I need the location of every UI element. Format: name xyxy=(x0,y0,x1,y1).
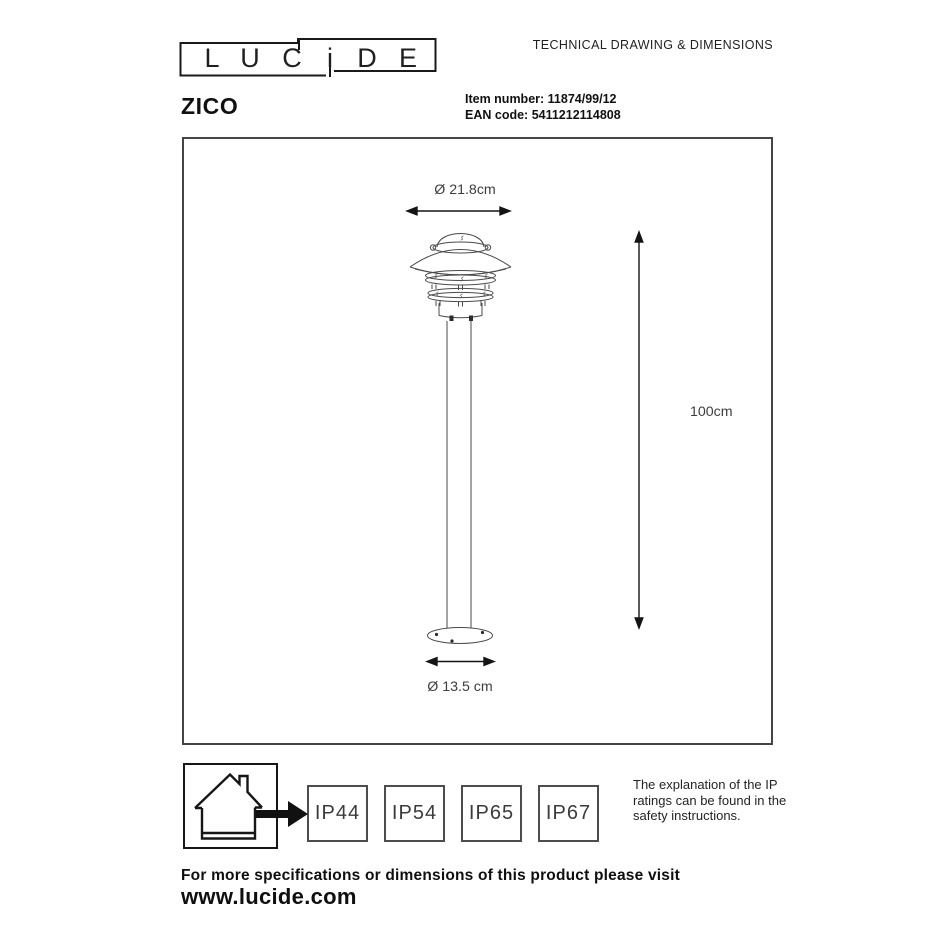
base-screw-1 xyxy=(435,633,438,636)
dim-top-arrowhead-right xyxy=(500,207,510,215)
house-eaves xyxy=(195,808,262,809)
ip67-badge: IP67 xyxy=(538,785,599,842)
ip65-badge: IP65 xyxy=(461,785,522,842)
foot-right xyxy=(469,316,473,322)
ring2-bottom xyxy=(428,292,493,301)
dim-height-arrowhead-bottom xyxy=(635,618,643,628)
website-link[interactable]: www.lucide.com xyxy=(181,884,357,909)
document-title: TECHNICAL DRAWING & DIMENSIONS xyxy=(532,38,773,52)
lamp-dome xyxy=(437,234,484,248)
house-roof xyxy=(195,775,262,809)
bollard-lamp-drawing xyxy=(184,139,771,743)
neck-sides xyxy=(439,303,482,316)
pole xyxy=(447,321,471,628)
ean-label: EAN code: xyxy=(465,107,532,122)
product-name: ZICO xyxy=(181,93,239,119)
drawing-frame xyxy=(182,137,773,745)
base-screw-2 xyxy=(481,631,484,634)
dimension-labels xyxy=(427,182,732,695)
footer-text: For more specifications or dimensions of this product please visit xyxy=(181,867,680,884)
ip-ratings-note: The explanation of the IP ratings can be found in the safety instructions. xyxy=(633,777,787,823)
ip54-badge: IP54 xyxy=(384,785,445,842)
dim-top-arrowhead-left xyxy=(407,207,417,215)
arrow-icon xyxy=(256,800,310,828)
dim-base-arrowhead-right xyxy=(484,658,494,666)
hat-inner-edge xyxy=(415,269,506,275)
item-number-value: 11874/99/12 xyxy=(547,92,617,106)
ean-value: 5411212114808 xyxy=(531,107,621,122)
dim-height-label: 100cm xyxy=(690,404,733,420)
lucide-logo xyxy=(179,37,437,77)
dim-base-label: Ø 13.5 cm xyxy=(427,679,493,695)
logo-letters: L U C i D E xyxy=(204,43,418,73)
base-screw-3 xyxy=(450,639,453,642)
item-number-label: Item number: xyxy=(465,92,548,106)
item-number-row xyxy=(465,92,621,108)
dim-base-arrowhead-left xyxy=(427,658,437,666)
lamp-details xyxy=(435,316,484,643)
product-codes xyxy=(465,92,621,123)
foot-left xyxy=(450,316,454,322)
neck-bottom xyxy=(439,316,482,318)
ip44-badge: IP44 xyxy=(307,785,368,842)
hat-top-edge xyxy=(410,250,511,268)
dim-top-label: Ø 21.8cm xyxy=(434,182,496,198)
dim-height-arrowhead-top xyxy=(635,232,643,242)
lamp-collar xyxy=(433,242,488,253)
ean-row xyxy=(465,108,621,124)
